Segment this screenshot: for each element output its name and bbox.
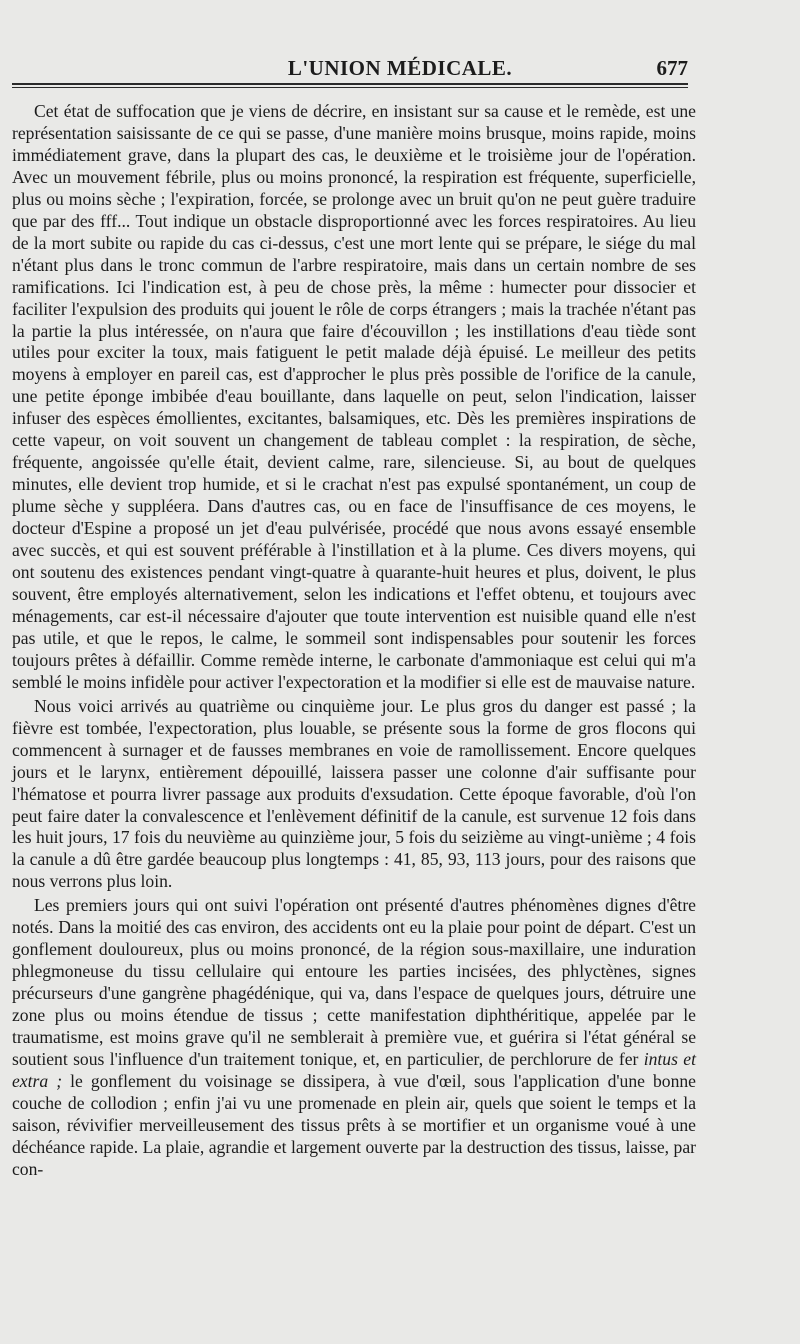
paragraph-text-start: Les premiers jours qui ont suivi l'opération ont présenté d'autres phénomènes dignes d'être notés. Dans la moitié des cas environ, des accidents ont eu la plaie pour point de départ. C'est un gonflement douloureux, plus ou moins prononcé, de la région sous-maxillaire, une induration phlegmoneuse du tissu cellulaire qui entoure les parties incisées, des phlyctènes, signes précurseurs d'une gangrène phagédénique, qui va, dans l'espace de quelques jours, détruire une zone plus ou moins étendue de tissus ; cette manifestation diphthéritique, appelée par le traumatisme, est moins grave qu'il ne semblerait à première vue, et guérira si l'état général se soutient sous l'influence d'un traitement tonique, et, en particulier, de perchlorure de fer <box>12 895 696 1069</box>
latin-phrase: intus et extra ; <box>12 1048 697 1091</box>
paragraph-text-end: le gonflement du voisinage se dissipera, à vue d'œil, sous l'application d'une bonne couche de collodion ; enfin j'ai vu une promenade en plein air, quels que soient le temps et la saison, révivifier merveilleusement des tissus prêts à se mortifier et un organisme voué à une déchéance rapide. La plaie, agrandie et largement ouverte par la destruction des tissus, laisse, par con- <box>12 1070 696 1179</box>
running-title: L'UNION MÉDICALE. <box>287 56 513 80</box>
paragraph-first-days <box>12 895 696 1180</box>
article-body <box>12 101 696 1181</box>
paragraph-fourth-day: Nous voici arrivés au quatrième ou cinquième jour. Le plus gros du danger est passé ; la fièvre est tombée, l'expectoration, plus louable, se présente sous la forme de gros flocons qui commencent à surnager et de fausses membranes en voie de ramollissement. Encore quelques jours et le larynx, entièrement dépouillé, laissera passer une colonne d'air suffisante pour l'hématose et pourra livrer passage aux produits d'exsudation. Cette époque favorable, d'où l'on peut faire dater la convalescence et l'enlèvement définitif de la canule, est survenue 12 fois dans les huit jours, 17 fois du neuvième au quinzième jour, 5 fois du seizième au vingt-unième ; 4 fois la canule a dû être gardée beaucoup plus longtemps : 41, 85, 93, 113 jours, pour des raisons que nous verrons plus loin. <box>12 695 696 892</box>
page-header <box>0 48 800 82</box>
header-rule <box>12 83 688 85</box>
header-rule-thin <box>12 87 688 88</box>
paragraph-suffocation: Cet état de suffocation que je viens de décrire, en insistant sur sa cause et le remède, est une représentation saisissante de ce qui se passe, d'une manière moins brusque, moins rapide, moins immédiatement grave, dans la plupart des cas, le deuxième et le troisième jour de l'opération. Avec un mouvement fébrile, plus ou moins prononcé, la respiration est fréquente, superficielle, plus ou moins sèche ; l'expiration, forcée, se prolonge avec un bruit qu'on ne peut guère traduire que par des fff... Tout indique un obstacle disproportionné avec les forces respiratoires. Au lieu de la mort subite ou rapide du cas ci-dessus, c'est une mort lente qui se prépare, le siége du mal n'étant plus dans le tronc commun de l'arbre respiratoire, mais dans un certain nombre de ses ramifications. Ici l'indication est, à peu de chose près, la même : humecter pour dissocier et faciliter l'expulsion des produits qui jouent le rôle de corps étrangers ; mais la trachée n'étant pas la partie la plus intéressée, on n'aura que faire d'écouvillon ; les instillations d'eau tiède sont utiles pour exciter la toux, mais fatiguent le petit malade déjà épuisé. Le meilleur des petits moyens à employer en pareil cas, est d'approcher le plus près possible de l'orifice de la canule, une petite éponge imbibée d'eau bouillante, dans laquelle on peut, selon l'indication, laisser infuser des espèces émollientes, excitantes, balsamiques, etc. Dès les premières inspirations de cette vapeur, on voit souvent un changement de tableau complet : la respiration, de sèche, fréquente, angoissée qu'elle était, devient calme, rare, silencieuse. Si, au bout de quelques minutes, elle devient trop humide, et si le crachat n'est pas expulsé spontanément, un coup de plume sèche y suppléera. Dans d'autres cas, ou en face de l'insuffisance de ces moyens, le docteur d'Espine a proposé un jet d'eau pulvérisée, procédé que nous avons essayé ensemble avec succès, et qui est souvent préférable à l'instillation et à la plume. Ces divers moyens, qui ont soutenu des existences pendant vingt-quatre à quarante-huit heures et plus, doivent, le plus souvent, être employés alternativement, selon les indications et l'effet obtenu, et toujours avec ménagements, car est-il nécessaire d'ajouter que toute intervention est nuisible quand elle n'est pas utile, et que le repos, le calme, le sommeil sont indispensables pour soutenir les forces toujours prêtes à défaillir. Comme remède interne, le carbonate d'ammoniaque est celui qui m'a semblé le moins infidèle pour activer l'expectoration et la modifier si elle est de mauvaise nature. <box>12 101 696 692</box>
page-number: 677 <box>656 56 688 80</box>
